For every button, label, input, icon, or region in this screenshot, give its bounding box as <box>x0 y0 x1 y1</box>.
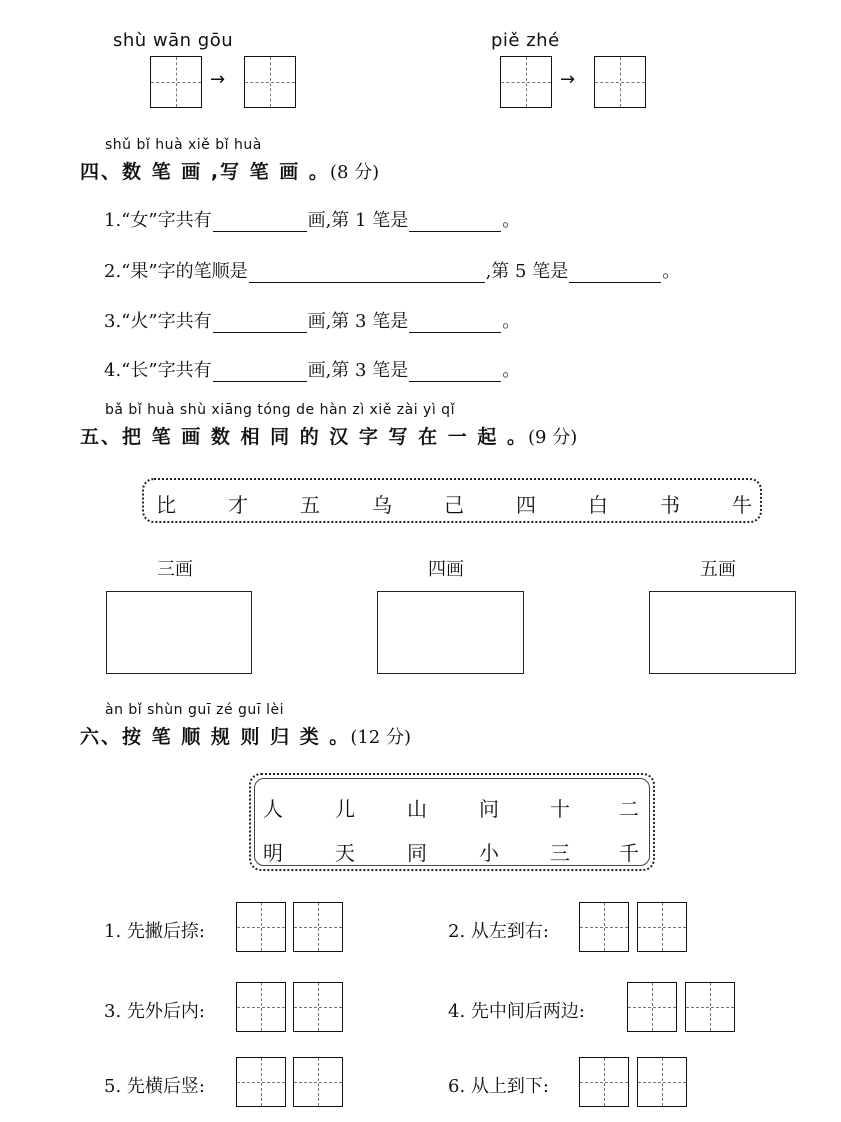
bank-char[interactable]: 三 <box>550 841 570 865</box>
character-bank <box>142 478 762 523</box>
section5-title: 五、把 笔 画 数 相 同 的 汉 字 写 在 一 起 。 <box>80 426 528 448</box>
writing-grid[interactable] <box>293 902 343 952</box>
writing-grid[interactable] <box>637 1057 687 1107</box>
writing-grid[interactable] <box>236 1057 286 1107</box>
character-bank-2 <box>249 773 655 871</box>
writing-grid[interactable] <box>685 982 735 1032</box>
q2-text-b: ,第 5 笔是 <box>485 261 569 282</box>
q2-text-c: 。 <box>662 261 681 282</box>
bank-char[interactable]: 儿 <box>335 797 355 821</box>
bank-char[interactable]: 同 <box>407 841 427 865</box>
stroke-pinyin-right: piě zhé <box>491 30 560 51</box>
answer-blank[interactable] <box>213 211 307 232</box>
q3-text-a: 3.“火”字共有 <box>104 311 212 332</box>
section4-pinyin: shǔ bǐ huà xiě bǐ huà <box>105 137 262 153</box>
q1-text-c: 。 <box>502 210 521 231</box>
bank-char[interactable]: 才 <box>228 493 248 517</box>
writing-grid[interactable] <box>579 1057 629 1107</box>
q2-text-a: 2.“果”字的笔顺是 <box>104 261 248 282</box>
rule-3-label: 3. 先外后内: <box>104 1001 205 1022</box>
bank-char[interactable]: 牛 <box>732 493 752 517</box>
section4-heading <box>80 157 379 184</box>
answer-blank[interactable] <box>409 312 501 333</box>
question-4-3 <box>104 307 520 333</box>
answer-blank[interactable] <box>213 361 307 382</box>
answer-blank[interactable] <box>249 262 485 283</box>
q4-text-c: 。 <box>502 360 521 381</box>
answer-box-3-strokes[interactable] <box>106 591 252 674</box>
arrow-icon: → <box>210 69 226 90</box>
answer-blank[interactable] <box>409 361 501 382</box>
bank-char[interactable]: 小 <box>479 841 499 865</box>
section5-heading <box>80 422 577 449</box>
bank-char[interactable]: 白 <box>588 493 608 517</box>
answer-blank[interactable] <box>409 211 501 232</box>
bank-char[interactable]: 十 <box>550 797 570 821</box>
bank-char[interactable]: 千 <box>619 841 639 865</box>
section6-points: (12 分) <box>350 727 411 748</box>
question-4-1 <box>104 206 520 232</box>
question-4-4 <box>104 356 520 382</box>
rule-4-label: 4. 先中间后两边: <box>448 1001 585 1022</box>
section5-points: (9 分) <box>528 427 578 448</box>
q1-text-b: 画,第 1 笔是 <box>307 210 409 231</box>
answer-blank[interactable] <box>213 312 307 333</box>
rule-2-label: 2. 从左到右: <box>448 921 549 942</box>
section4-points: (8 分) <box>329 162 380 183</box>
q4-text-a: 4.“长”字共有 <box>104 360 212 381</box>
writing-grid[interactable] <box>244 56 296 108</box>
writing-grid[interactable] <box>594 56 646 108</box>
bank-char[interactable]: 乌 <box>372 493 392 517</box>
group-label-4: 四画 <box>428 559 464 580</box>
bank-char[interactable]: 己 <box>444 493 464 517</box>
section6-heading <box>80 722 411 749</box>
bank-char[interactable]: 明 <box>263 841 283 865</box>
writing-grid[interactable] <box>236 902 286 952</box>
writing-grid[interactable] <box>150 56 202 108</box>
bank-char[interactable]: 比 <box>156 493 176 517</box>
bank-char[interactable]: 问 <box>479 797 499 821</box>
section4-title: 四、数 笔 画 ,写 笔 画 。 <box>80 161 330 183</box>
bank-border <box>254 778 650 866</box>
q3-text-b: 画,第 3 笔是 <box>307 311 409 332</box>
bank-char[interactable]: 天 <box>335 841 355 865</box>
section6-pinyin: àn bǐ shùn guī zé guī lèi <box>105 702 284 718</box>
answer-blank[interactable] <box>569 262 661 283</box>
bank-char[interactable]: 人 <box>263 797 283 821</box>
arrow-icon: → <box>560 69 576 90</box>
rule-5-label: 5. 先横后竖: <box>104 1076 205 1097</box>
bank-char[interactable]: 书 <box>660 493 680 517</box>
writing-grid[interactable] <box>579 902 629 952</box>
rule-1-label: 1. 先撇后捺: <box>104 921 205 942</box>
writing-grid[interactable] <box>236 982 286 1032</box>
bank-char[interactable]: 五 <box>300 493 320 517</box>
bank-char[interactable]: 山 <box>407 797 427 821</box>
q1-text-a: 1.“女”字共有 <box>104 210 212 231</box>
question-4-2 <box>104 257 680 283</box>
bank-char[interactable]: 四 <box>516 493 536 517</box>
group-label-3: 三画 <box>157 559 193 580</box>
answer-box-4-strokes[interactable] <box>377 591 524 674</box>
section5-pinyin: bǎ bǐ huà shù xiāng tóng de hàn zì xiě zài yì qǐ <box>105 402 455 418</box>
stroke-pinyin-left: shù wān gōu <box>113 30 234 51</box>
answer-box-5-strokes[interactable] <box>649 591 796 674</box>
rule-6-label: 6. 从上到下: <box>448 1076 549 1097</box>
writing-grid[interactable] <box>293 982 343 1032</box>
bank-char[interactable]: 二 <box>619 797 639 821</box>
group-label-5: 五画 <box>700 559 736 580</box>
section6-title: 六、按 笔 顺 规 则 归 类 。 <box>80 726 351 748</box>
writing-grid[interactable] <box>500 56 552 108</box>
writing-grid[interactable] <box>293 1057 343 1107</box>
q3-text-c: 。 <box>502 311 521 332</box>
writing-grid[interactable] <box>637 902 687 952</box>
q4-text-b: 画,第 3 笔是 <box>307 360 409 381</box>
writing-grid[interactable] <box>627 982 677 1032</box>
